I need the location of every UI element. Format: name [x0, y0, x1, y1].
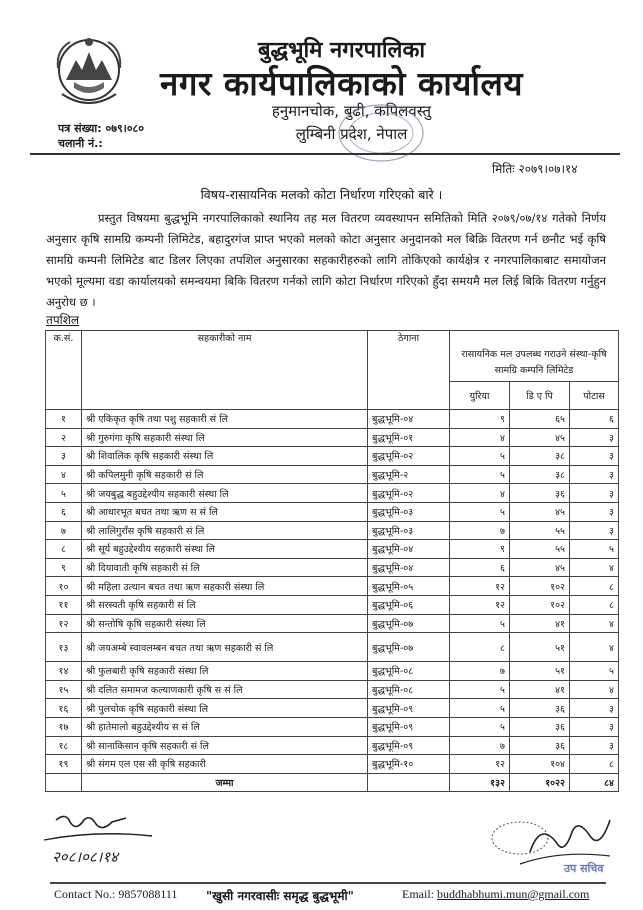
table-row: [46, 755, 619, 774]
row-dap: ४१: [510, 680, 570, 699]
footer-email: Email: buddhabhumi.mun@gmail.com: [402, 887, 590, 901]
table-row: [46, 595, 619, 614]
row-potash: ८: [570, 595, 619, 614]
row-sn: १०: [46, 577, 82, 596]
row-potash: ३: [570, 428, 619, 447]
row-name: श्री सरस्वती कृषि सहकारी सं लि: [82, 595, 368, 614]
table-row: [46, 699, 619, 718]
row-dap: १०२: [510, 577, 570, 596]
row-name: श्री दलित समामज कल्याणकारी कृषि स सं लि: [82, 680, 368, 699]
row-potash: ८: [570, 755, 619, 774]
row-sn: ६: [46, 502, 82, 521]
table-row: [46, 662, 619, 681]
row-urea: ९: [450, 540, 510, 559]
row-urea: ४: [450, 428, 510, 447]
row-urea: ५: [450, 465, 510, 484]
row-address: बुद्धभूमि-०२: [368, 484, 450, 503]
row-potash: ५: [570, 540, 619, 559]
row-address: बुद्धभूमि-०९: [368, 736, 450, 755]
row-sn: १७: [46, 717, 82, 736]
total-potash: ८४: [570, 773, 619, 791]
footer-slogan: "खुसी नगरवासीः समृद्ध बुद्धभूमी": [206, 889, 354, 903]
row-urea: १२: [450, 755, 510, 774]
header-divider: [30, 153, 620, 155]
row-potash: ३: [570, 502, 619, 521]
row-urea: ५: [450, 717, 510, 736]
footer-divider: [50, 882, 606, 884]
row-urea: ५: [450, 502, 510, 521]
table-row: [46, 577, 619, 596]
row-urea: ४: [450, 484, 510, 503]
row-potash: ४: [570, 680, 619, 699]
right-signature-icon: [460, 812, 620, 876]
row-name: श्री हातेमालो बहुउद्देश्यीय स सं लि: [82, 717, 368, 736]
row-potash: ४: [570, 614, 619, 633]
row-address: बुद्धभूमि-०४: [368, 540, 450, 559]
row-sn: ८: [46, 540, 82, 559]
row-potash: ५: [570, 662, 619, 681]
row-potash: ३: [570, 521, 619, 540]
reference-number: पत्र संख्या: ०७९।०८०: [58, 122, 144, 135]
row-potash: ३: [570, 447, 619, 466]
office-name: नगर कार्यपालिकाको कार्यालय: [160, 64, 523, 103]
row-name: श्री दियावाती कृषि सहकारी सं लि: [82, 558, 368, 577]
row-potash: ३: [570, 465, 619, 484]
row-potash: ३: [570, 699, 619, 718]
deputy-secretary-stamp: उप सचिव: [564, 862, 604, 875]
row-address: बुद्धभूमि-१०: [368, 755, 450, 774]
header-dap: डि ए पि: [510, 382, 570, 410]
row-address: बुद्धभूमि-०१: [368, 428, 450, 447]
header-name: सहकारीको नाम: [82, 331, 368, 410]
row-address: बुद्धभूमि-०२: [368, 447, 450, 466]
row-address: बुद्धभूमि-०९: [368, 717, 450, 736]
table-row: [46, 614, 619, 633]
row-address: बुद्धभूमि-०३: [368, 521, 450, 540]
row-name: श्री शिवालिक कृषि सहकारी संस्था लि: [82, 447, 368, 466]
total-dap: १०२२: [510, 773, 570, 791]
left-signature-date: २०८।०८।१४: [52, 848, 118, 866]
row-address: बुद्धभूमि-०९: [368, 699, 450, 718]
row-name: श्री सानाकिसान कृषि सहकारी सं लि: [82, 736, 368, 755]
row-urea: १२: [450, 595, 510, 614]
row-dap: ५१: [510, 633, 570, 662]
row-address: बुद्धभूमि-०७: [368, 614, 450, 633]
row-address: बुद्धभूमि-२: [368, 465, 450, 484]
row-address: बुद्धभूमि-०८: [368, 662, 450, 681]
row-dap: ४१: [510, 614, 570, 633]
row-dap: १०२: [510, 595, 570, 614]
row-dap: ४५: [510, 558, 570, 577]
row-address: बुद्धभूमि-०८: [368, 680, 450, 699]
row-sn: १४: [46, 662, 82, 681]
row-sn: ७: [46, 521, 82, 540]
row-potash: ३: [570, 736, 619, 755]
table-row: [46, 484, 619, 503]
row-potash: ६: [570, 410, 619, 429]
header-supplier-group: रासायनिक मल उपलब्ध गराउने संस्था-कृषि सामग्रि कम्पनि लिमिटेड: [450, 331, 619, 382]
row-dap: ६५: [510, 410, 570, 429]
row-dap: १०४: [510, 755, 570, 774]
row-sn: २: [46, 428, 82, 447]
row-sn: ४: [46, 465, 82, 484]
row-potash: ४: [570, 558, 619, 577]
row-urea: ८: [450, 633, 510, 662]
table-row: [46, 717, 619, 736]
row-name: श्री सन्तोषि कृषि सहकारी संस्था लि: [82, 614, 368, 633]
table-row: [46, 410, 619, 429]
row-dap: ५१: [510, 662, 570, 681]
row-urea: ९: [450, 410, 510, 429]
office-stamp-icon: [335, 100, 427, 166]
row-name: श्री महिला उत्थान बचत तथा ऋण सहकारी संस्था लि: [82, 577, 368, 596]
row-potash: ४: [570, 633, 619, 662]
row-dap: ३८: [510, 447, 570, 466]
fertilizer-quota-table: [45, 330, 619, 792]
letter-date: मितिः २०७९।०७।१४: [492, 162, 578, 176]
row-dap: ४५: [510, 502, 570, 521]
row-urea: ७: [450, 736, 510, 755]
row-sn: १२: [46, 614, 82, 633]
row-potash: ३: [570, 484, 619, 503]
row-name: श्री पुलचोक कृषि सहकारी संस्था लि: [82, 699, 368, 718]
row-dap: ३६: [510, 699, 570, 718]
table-total-row: [46, 773, 619, 791]
row-address: बुद्धभूमि-०४: [368, 558, 450, 577]
row-name: श्री आधारभूत बचत तथा ऋण स सं लि: [82, 502, 368, 521]
letter-body: प्रस्तुत विषयमा बुद्धभूमि नगरपालिकाको स्थानिय तह मल वितरण व्यवस्थापन समितिको मिति २०७९/०७/१४ गतेको निर्णय अनुसार कृषि सामग्रि कम्पनी लिमिटेड, बहादुरगंज प्राप्त भएको मलको कोटा अनुसार अनुदानको मल बिक्रि वितरण गर्न छनौट भई कृषि सामग्रि कम्पनी लिमिटेड बाट डिलर लिएका तपशिल अनुसारका सहकारीहरुको लागि तोकिएको कार्यक्षेत्र र नगरपालिकाबाट समायोजन भएको मूल्यमा वडा कार्यालयको समन्वयमा बिकि वितरण गर्नको लागि कोटा निर्धारण गरिएको हुँदा समयमै मल लिई बिकि वितरण गर्नुहुन अनुरोध छ ।: [46, 211, 606, 309]
row-urea: ५: [450, 614, 510, 633]
row-dap: ३६: [510, 736, 570, 755]
table-row: [46, 447, 619, 466]
row-address: बुद्धभूमि-०६: [368, 595, 450, 614]
row-sn: १९: [46, 755, 82, 774]
left-signature-icon: [36, 812, 156, 874]
letter-subject: विषय-रासायनिक मलको कोटा निर्धारण गरिएको बारे ।: [200, 187, 443, 202]
row-potash: ८: [570, 577, 619, 596]
header-sn: क.सं.: [46, 331, 82, 410]
row-name: श्री जयअम्बे स्वावलम्बन बचत तथा ऋण सहकारी सं लि: [82, 633, 368, 662]
table-row: [46, 502, 619, 521]
office-address-line2: लुम्बिनी प्रदेश, नेपाल: [295, 125, 408, 143]
footer-contact: Contact No.: 9857088111: [54, 887, 178, 901]
dispatch-number: चलानी नं.:: [58, 137, 103, 150]
row-name: श्री कपिलमुनी कृषि सहकारी सं लि: [82, 465, 368, 484]
row-name: श्री सूर्य बहुउद्देश्यीय सहकारी संस्था लि: [82, 540, 368, 559]
header-address: ठेगाना: [368, 331, 450, 410]
row-dap: ३६: [510, 484, 570, 503]
municipality-name: बुद्धभूमि नगरपालिका: [257, 38, 426, 63]
row-urea: ५: [450, 447, 510, 466]
table-body: [46, 410, 619, 774]
row-dap: ५५: [510, 540, 570, 559]
details-heading: तपशिल: [46, 313, 80, 327]
row-potash: ३: [570, 717, 619, 736]
row-address: बुद्धभूमि-०३: [368, 502, 450, 521]
table-row: [46, 521, 619, 540]
row-name: श्री फुलबारी कृषि सहकारी संस्था लि: [82, 662, 368, 681]
row-urea: ५: [450, 699, 510, 718]
total-urea: १३२: [450, 773, 510, 791]
header-urea: युरिया: [450, 382, 510, 410]
row-sn: १६: [46, 699, 82, 718]
table-row: [46, 465, 619, 484]
row-sn: १८: [46, 736, 82, 755]
row-dap: ३६: [510, 717, 570, 736]
row-name: श्री लालिगुराँस कृषि सहकारी सं लि: [82, 521, 368, 540]
row-name: श्री गुरुगंगा कृषि सहकारी संस्था लि: [82, 428, 368, 447]
row-dap: ४५: [510, 428, 570, 447]
row-sn: १५: [46, 680, 82, 699]
row-urea: ७: [450, 521, 510, 540]
row-urea: १२: [450, 577, 510, 596]
row-sn: ९: [46, 558, 82, 577]
table-row: [46, 428, 619, 447]
row-dap: ५५: [510, 521, 570, 540]
row-address: बुद्धभूमि-०७: [368, 633, 450, 662]
row-urea: ६: [450, 558, 510, 577]
table-row: [46, 540, 619, 559]
row-sn: ३: [46, 447, 82, 466]
row-name: श्री एकिकृत कृषि तथा पशु सहकारी सं लि: [82, 410, 368, 429]
table-row: [46, 633, 619, 662]
row-address: बुद्धभूमि-०४: [368, 410, 450, 429]
header-potash: पोटास: [570, 382, 619, 410]
row-urea: ५: [450, 680, 510, 699]
office-address-line1: हनुमानचोक, बुढी, कपिलवस्तु: [271, 102, 432, 120]
row-dap: ३८: [510, 465, 570, 484]
row-sn: ५: [46, 484, 82, 503]
table-row: [46, 736, 619, 755]
row-name: श्री संगम एल एस सी कृषि सहकारी: [82, 755, 368, 774]
table-row: [46, 558, 619, 577]
row-urea: ७: [450, 662, 510, 681]
total-label: जम्मा: [82, 773, 368, 791]
table-row: [46, 680, 619, 699]
row-sn: ११: [46, 595, 82, 614]
row-sn: १: [46, 410, 82, 429]
email-link[interactable]: buddhabhumi.mun@gmail.com: [437, 887, 590, 901]
row-address: बुद्धभूमि-०५: [368, 577, 450, 596]
row-name: श्री जयबुद्ध बहुउद्देश्यीय सहकारी संस्था लि: [82, 484, 368, 503]
row-sn: १३: [46, 633, 82, 662]
